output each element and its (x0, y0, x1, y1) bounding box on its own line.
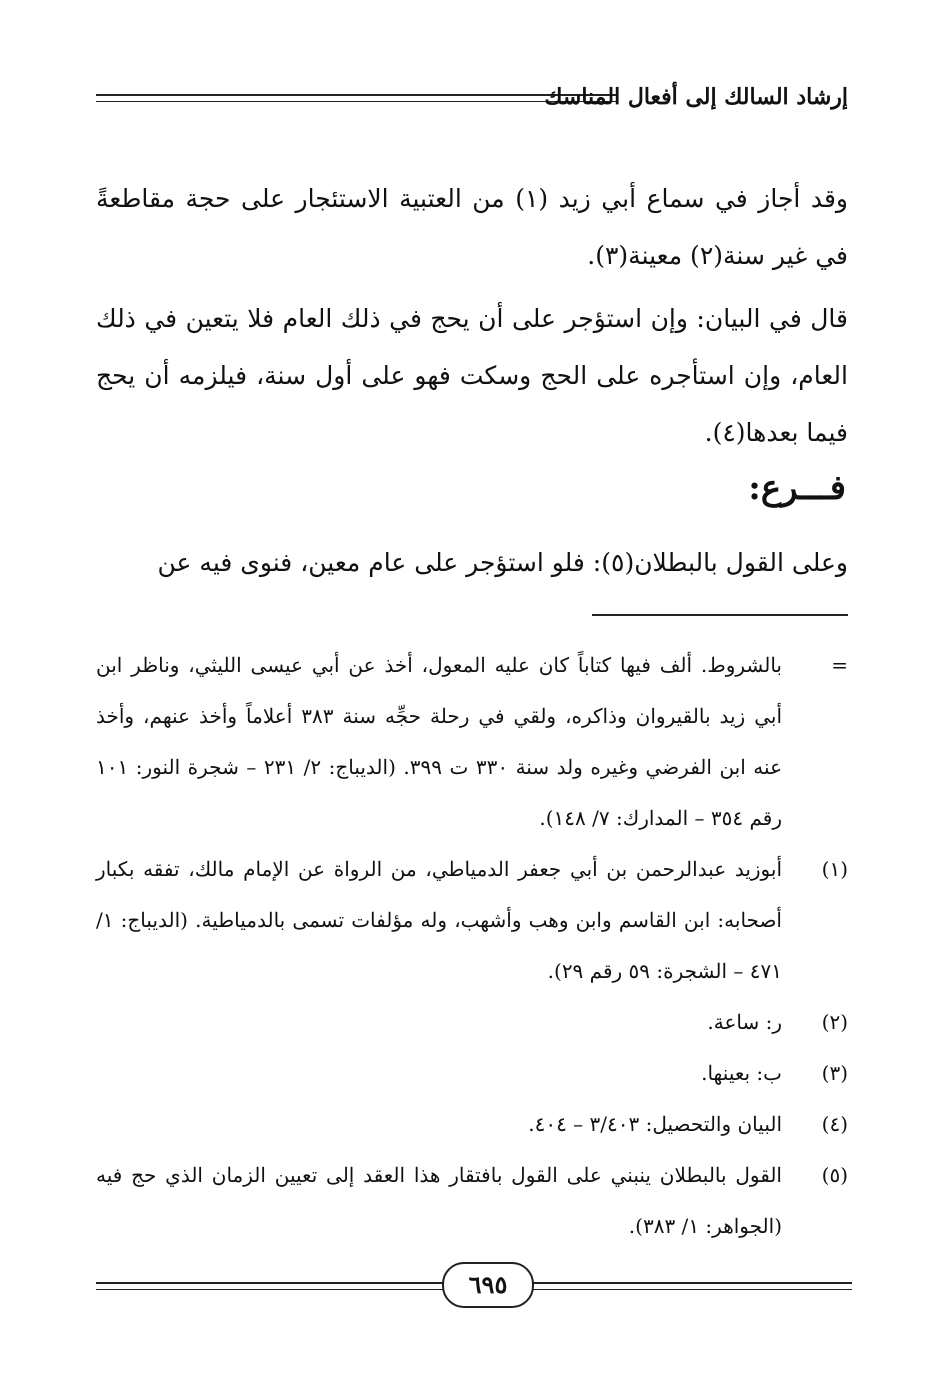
footnote-text: البيان والتحصيل: ٣/٤٠٣ – ٤٠٤. (528, 1112, 782, 1136)
footnote-marker: (٥) (821, 1163, 848, 1187)
footnote-text: القول بالبطلان ينبني على القول بافتقار هذا العقد إلى تعيين الزمان الذي حج فيه (الجواهر: ١/ ٣٨٣). (96, 1163, 782, 1238)
footnote-marker: (١) (821, 857, 848, 881)
footnote-text: ب: بعينها. (701, 1061, 782, 1085)
page-footer (96, 1262, 852, 1312)
footnotes (96, 640, 848, 1252)
footnote-marker: (٣) (821, 1061, 848, 1085)
paragraph-2: قال في البيان: وإن استؤجر على أن يحج في ذلك العام فلا يتعين في ذلك العام، وإن استأجره على الحج وسكت فهو على أول سنة، فيلزمه أن يحج فيما بعدها(٤). (96, 304, 848, 447)
footnote-continuation (96, 640, 848, 844)
header-rule (96, 94, 616, 102)
footnote-4 (96, 1099, 848, 1150)
footnote-marker: = (831, 653, 848, 677)
paragraph-3: وعلى القول بالبطلان(٥): فلو استؤجر على عام معين، فنوى فيه عن (157, 548, 848, 577)
footnote-text: ر: ساعة. (707, 1010, 782, 1034)
section-heading: فـــرع: (748, 468, 846, 508)
footnote-marker: (٤) (821, 1112, 848, 1136)
footnote-marker: (٢) (821, 1010, 848, 1034)
footnote-5 (96, 1150, 848, 1252)
running-header (96, 80, 848, 116)
footnote-text: بالشروط. ألف فيها كتاباً كان عليه المعول، أخذ عن أبي عيسى الليثي، وناظر ابن أبي زيد بالقيروان وذاكره، ولقي في رحلة حجِّه سنة ٣٨٣ أعلاماً وأخذ عنهم، وأخذ عنه ابن الفرضي وغيره ولد سنة ٣٣٠ ت ٣٩٩. (الديباج: ٢/ ٢٣١ – شجرة النور: ١٠١ رقم ٣٥٤ – المدارك: ٧/ ١٤٨). (96, 653, 783, 830)
footnote-1 (96, 844, 848, 997)
footnote-separator (592, 614, 848, 616)
paragraph-1: وقد أجاز في سماع أبي زيد (١) من العتبية الاستئجار على حجة مقاطعةً في غير سنة(٢) معينة(٣). (96, 184, 848, 270)
footnote-text: أبوزيد عبدالرحمن بن أبي جعفر الدمياطي، من الرواة عن الإمام مالك، تفقه بكبار أصحابه: ابن القاسم وابن وهب وأشهب، وله مؤلفات تسمى بالدمياطية. (الديباج: ١/ ٤٧١ – الشجرة: ٥٩ رقم ٢٩). (96, 857, 782, 983)
page-number: ٦٩٥ (442, 1262, 534, 1308)
footnote-3 (96, 1048, 848, 1099)
footnote-2 (96, 997, 848, 1048)
book-title: إرشاد السالك إلى أفعال المناسك (544, 84, 848, 110)
